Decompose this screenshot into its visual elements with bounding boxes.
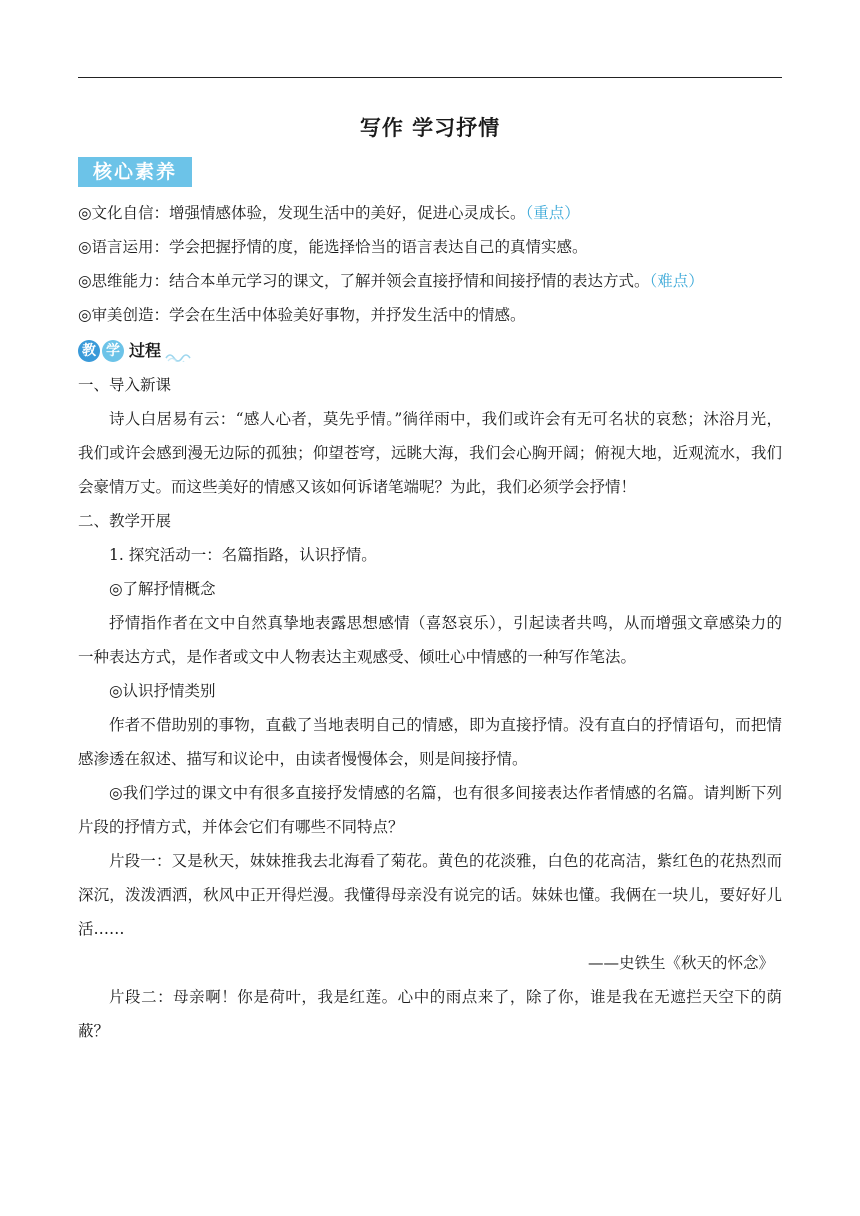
objective-text: ◎思维能力：结合本单元学习的课文，了解并领会直接抒情和间接抒情的表达方式。 (78, 272, 650, 290)
key-point-note: （重点） (525, 204, 580, 222)
section-heading-intro: 一、导入新课 (78, 376, 172, 394)
objective-aesthetic (78, 298, 782, 332)
page-title: 写作 学习抒情 (359, 116, 501, 140)
types-heading: ◎认识抒情类别 (109, 682, 216, 700)
core-literacy-badge: 核心素养 (78, 157, 192, 187)
concept-paragraph: 抒情指作者在文中自然真挚地表露思想感情（喜怒哀乐），引起读者共鸣，从而增强文章感染力的一种表达方式，是作者或文中人物表达主观感受、倾吐心中情感的一种写作笔法。 (78, 614, 782, 666)
teaching-process-heading (78, 334, 782, 368)
concept-heading: ◎了解抒情概念 (109, 580, 216, 598)
process-heading-char: 学 (102, 340, 124, 362)
objective-text: ◎审美创造：学会在生活中体验美好事物，并抒发生活中的情感。 (78, 306, 526, 324)
header-rule (78, 77, 782, 78)
process-heading-text: 过程 (129, 341, 162, 360)
intro-paragraph: 诗人白居易有云：“感人心者，莫先乎情。”徜徉雨中，我们或许会有无可名状的哀愁；沐浴月光，我们或许会感到漫无边际的孤独；仰望苍穹，远眺大海，我们会心胸开阔；俯视大地，近观流水，我们会豪情万丈。而这些美好的情感又该如何诉诸笔端呢？为此，我们必须学会抒情！ (78, 410, 782, 496)
question-paragraph: ◎我们学过的课文中有很多直接抒发情感的名篇，也有很多间接表达作者情感的名篇。请判断下列片段的抒情方式，并体会它们有哪些不同特点？ (78, 784, 782, 836)
objective-culture (78, 196, 782, 230)
excerpt-two: 片段二：母亲啊！你是荷叶，我是红莲。心中的雨点来了，除了你，谁是我在无遮拦天空下的荫蔽？ (78, 988, 782, 1040)
wave-decoration-icon (165, 350, 191, 362)
types-paragraph: 作者不借助别的事物，直截了当地表明自己的情感，即为直接抒情。没有直白的抒情语句，而把情感渗透在叙述、描写和议论中，由读者慢慢体会，则是间接抒情。 (78, 716, 782, 768)
objective-text: ◎文化自信：增强情感体验，发现生活中的美好，促进心灵成长。 (78, 204, 526, 222)
objective-language (78, 230, 782, 264)
objective-thinking (78, 264, 782, 298)
difficult-point-note: （难点） (649, 272, 704, 290)
document-body (78, 196, 782, 1048)
process-heading-char: 教 (78, 340, 100, 362)
excerpt-one: 片段一：又是秋天，妹妹推我去北海看了菊花。黄色的花淡雅，白色的花高洁，紫红色的花热烈而深沉，泼泼洒洒，秋风中正开得烂漫。我懂得母亲没有说完的话。妹妹也懂。我俩在一块儿，要好好儿活…… (78, 852, 782, 938)
objective-text: ◎语言运用：学会把握抒情的度，能选择恰当的语言表达自己的真情实感。 (78, 238, 588, 256)
activity-one: 1. 探究活动一：名篇指路，认识抒情。 (109, 546, 377, 564)
excerpt-one-source: ——史铁生《秋天的怀念》 (587, 954, 774, 972)
section-heading-teaching: 二、教学开展 (78, 512, 172, 530)
